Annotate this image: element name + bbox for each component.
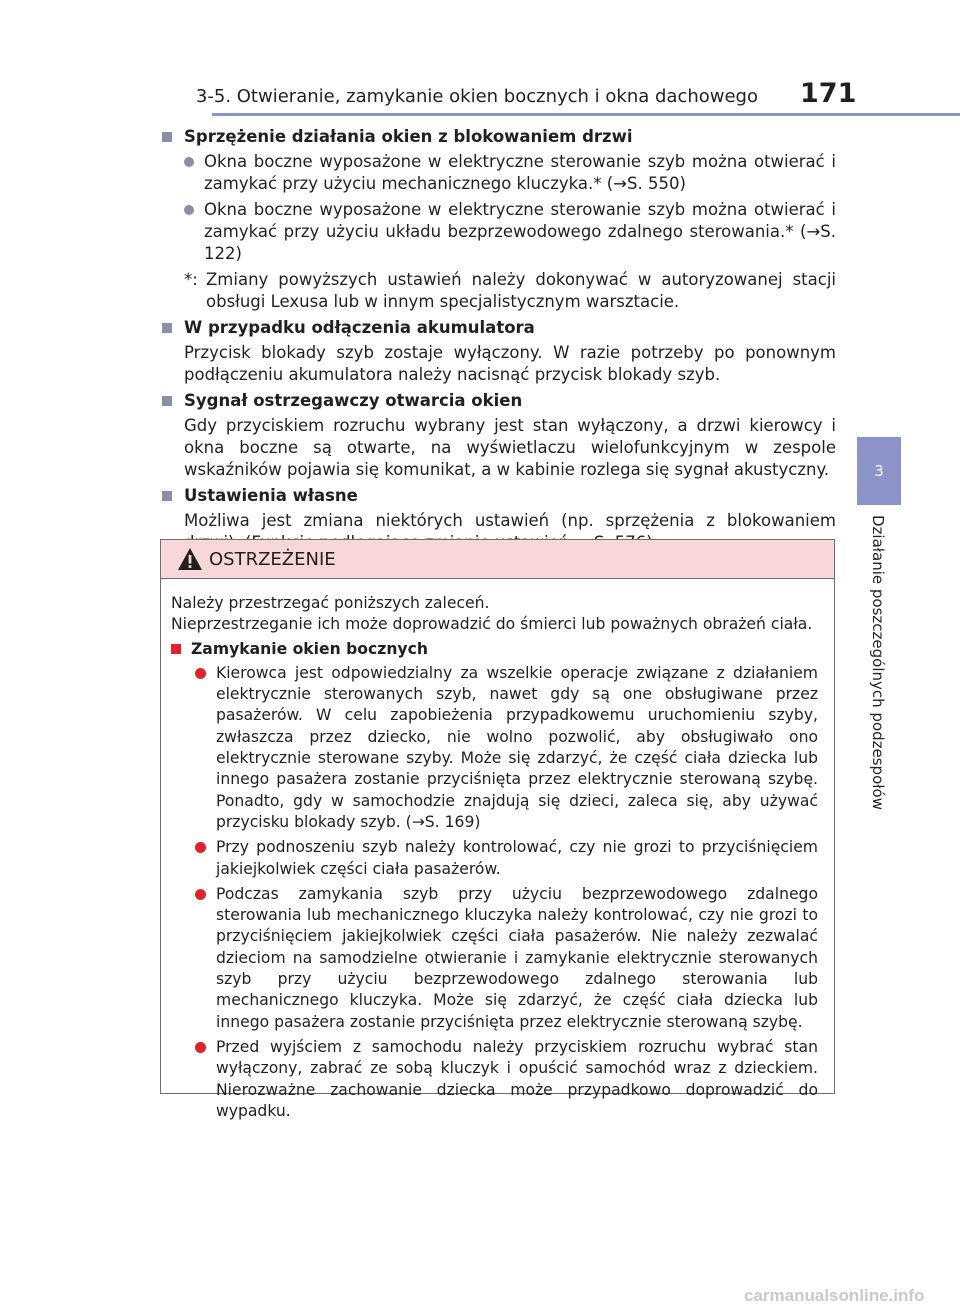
- square-bullet-icon: [162, 491, 172, 501]
- square-bullet-icon: [162, 396, 172, 406]
- list-item: [184, 151, 836, 195]
- section-paragraph: Możliwa jest zmiana niektórych ustawień (np. sprzężenia z blokowaniem: [184, 511, 836, 530]
- warning-list-item: [195, 663, 818, 833]
- chapter-tab: [857, 437, 901, 505]
- warning-item-text: Przy podnoszeniu szyb należy kontrolować, czy nie grozi to przyciśnięciem jakiejkolwiek części ciała pasażerów.: [216, 838, 818, 878]
- circle-bullet-icon: [195, 1042, 206, 1053]
- warning-list-item: [195, 884, 818, 1033]
- page-number: 171: [800, 78, 857, 109]
- warning-title: OSTRZEŻENIE: [209, 548, 336, 570]
- warning-box: [160, 539, 835, 1120]
- list-item-text: Okna boczne wyposażone w elektryczne sterowanie szyb można otwierać i zamykać przy użyciu układu bezprzewodowego zdalnego sterowania.* (→S. 122): [204, 200, 836, 263]
- footnote-text: Zmiany powyższych ustawień należy dokonywać w autoryzowanej stacji obsługi Lexusa lub w innym specjalistycznym warsztacie.: [206, 270, 836, 311]
- square-bullet-icon: [171, 644, 181, 654]
- warning-intro: Należy przestrzegać poniższych zaleceń.: [171, 594, 490, 612]
- warning-list-item: [195, 1037, 818, 1122]
- circle-bullet-icon: [195, 889, 206, 900]
- warning-item-text: Przed wyjściem z samochodu należy przyciskiem rozruchu wybrać stan wyłączony, zabrać ze sobą kluczyk i opuścić samochód wraz z dzieckiem. Nierozważne zachowanie dziecka może przypadkowo doprowadzić do wypadku.: [216, 1037, 818, 1120]
- section-heading: Sygnał ostrzegawczy otwarcia okien: [184, 391, 523, 410]
- section-paragraph: Przycisk blokady szyb zostaje wyłączony. W razie potrzeby po ponownym podłączeniu akumulatora należy nacisnąć przycisk blokady szyb.: [184, 343, 836, 384]
- warning-heading: Zamykanie okien bocznych: [191, 639, 428, 658]
- running-header-title: 3-5. Otwieranie, zamykanie okien bocznych i okna dachowego: [195, 86, 758, 107]
- section-paragraph: Gdy przyciskiem rozruchu wybrany jest stan wyłączony, a drzwi kierowcy i okna boczne są otwarte, na wyświetlaczu wielofunkcyjnym w zespole wskaźników pojawia się komunikat, a w kabinie rozlega się sygnał akustyczny.: [184, 416, 836, 479]
- section-heading: Ustawienia własne: [184, 486, 358, 505]
- header-rule: [212, 113, 960, 116]
- warning-header: [161, 540, 834, 579]
- warning-list-item: [195, 837, 818, 880]
- warning-item-text: Podczas zamykania szyb przy użyciu bezprzewodowego zdalnego sterowania lub mechanicznego kluczyka należy kontrolować, czy nie grozi to przyciśnięciem jakiejkolwiek części ciała pasażerów. Nie należy zezwalać dzieciom na samodzielne otwieranie i zamykanie elektrycznie sterowanych szyb przy użyciu bezprzewodowego zdalnego sterowania lub mechanicznego kluczyka. Może się zdarzyć, że część ciała dziecka lub innego pasażera zostanie przyciśnięta przez elektrycznie sterowaną szybę.: [216, 884, 818, 1031]
- list-item-text: Okna boczne wyposażone w elektryczne sterowanie szyb można otwierać i zamykać przy użyciu mechanicznego kluczyka.* (→S. 550): [204, 152, 836, 193]
- footnote-mark: *:: [184, 270, 198, 289]
- chapter-side-label: [865, 514, 891, 810]
- svg-text:carmanualsonline.info: carmanualsonline.info: [744, 1286, 925, 1305]
- section-heading: Sprzężenie działania okien z blokowaniem drzwi: [184, 127, 633, 146]
- main-content: [160, 126, 836, 558]
- square-bullet-icon: [162, 132, 172, 142]
- circle-bullet-icon: [184, 205, 194, 215]
- circle-bullet-icon: [184, 157, 194, 167]
- chapter-label: Działanie poszczególnych podzespołów: [869, 514, 887, 810]
- circle-bullet-icon: [195, 668, 206, 679]
- footnote: [184, 269, 836, 313]
- warning-body: [161, 579, 834, 1122]
- square-bullet-icon: [162, 323, 172, 333]
- chapter-number: 3: [874, 462, 884, 480]
- section-heading: W przypadku odłączenia akumulatora: [184, 318, 535, 337]
- warning-triangle-icon: [177, 547, 203, 571]
- circle-bullet-icon: [195, 842, 206, 853]
- list-item: [184, 199, 836, 265]
- section-battery-disconnect: [160, 317, 836, 386]
- warning-intro: Nieprzestrzeganie ich może doprowadzić do śmierci lub poważnych obrażeń ciała.: [171, 615, 813, 634]
- warning-item-text: Kierowca jest odpowiedzialny za wszelkie operacje związane z działaniem elektrycznie sterowanych szyb, nawet gdy są one obsługiwane przez pasażerów. W celu zapobieżenia przypadkowemu uruchomieniu szyby, zwłaszcza przez dziecko, nie wolno pozwolić, aby obsługiwało ono elektrycznie sterowane szyby. Może się zdarzyć, że część ciała dziecka lub innego pasażera zostanie przyciśnięta przez elektrycznie sterowaną szybę. Ponadto, gdy w samochodzie znajdują się dzieci, zaleca się, aby używać przycisku blokady szyb. (→S. 169): [216, 663, 818, 831]
- section-window-lock-link: [160, 126, 836, 313]
- section-open-window-alarm: [160, 390, 836, 481]
- watermark-logo: [744, 1281, 956, 1309]
